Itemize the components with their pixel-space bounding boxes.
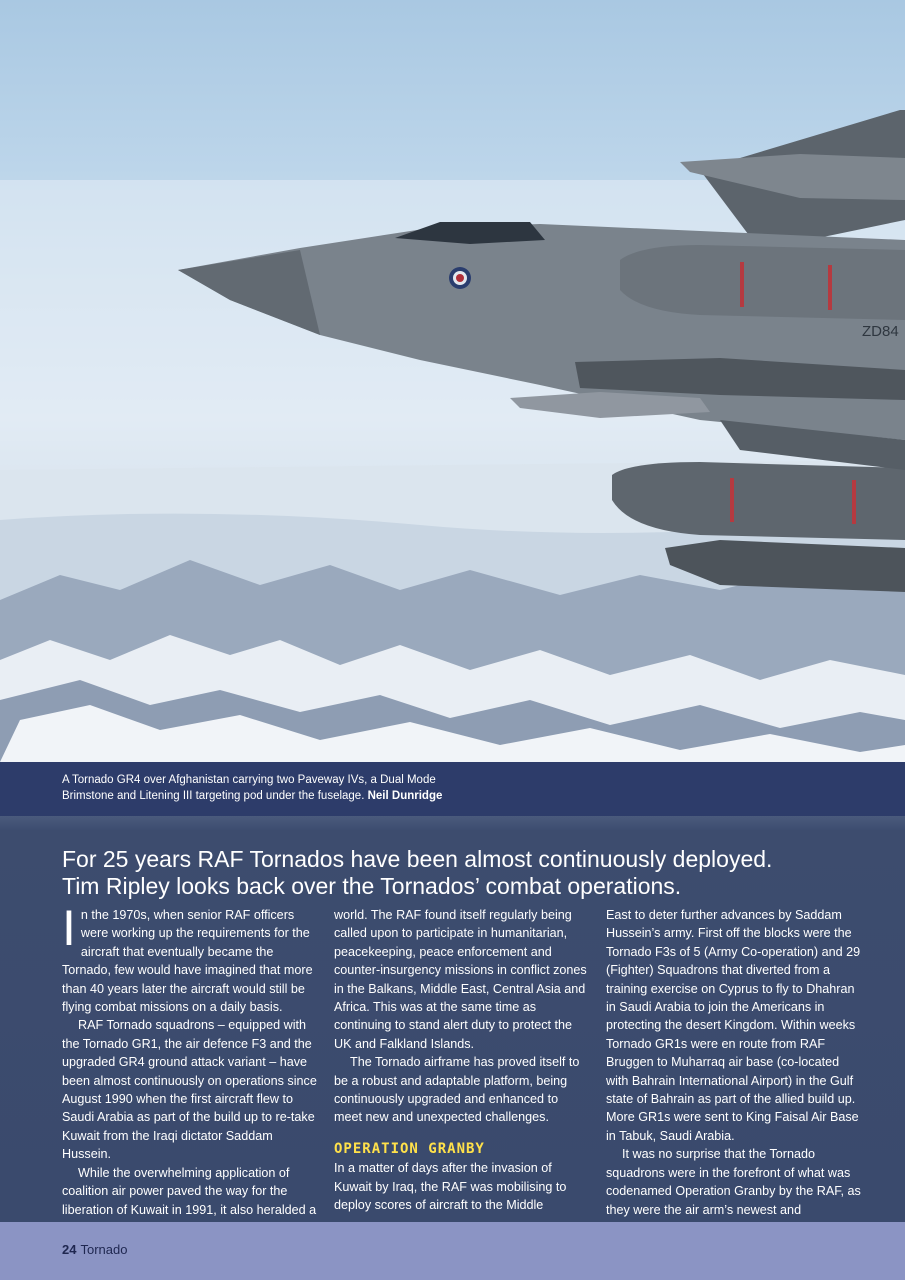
section-name: Tornado (80, 1242, 128, 1257)
paragraph-1-text: n the 1970s, when senior RAF officers were working up the requirements for the aircraft that eventually became the Tornado, few would have imagined that more than 40 years later the aircraft would still be flying combat missions on a daily basis. (62, 908, 313, 1015)
paragraph-7: East to deter further advances by Saddam Hussein’s army. First off the blocks were the Tornado F3s of 5 (Army Co-operation) and 29 (Fighter) Squadrons that diverted from a training exercise on Cyprus to fly to Dhahran in Saudi Arabia to join the Americans in protecting the desert Kingdom. Within weeks Tornado GR1s were en route from RAF Bruggen to Muharraq air base (co-located with Bahrain International Airport) in the Gulf state of Bahrain as part of the allied build up. More GR1s were sent to King Faisal Air Base in Tabuk, Saudi Arabia. (606, 908, 861, 1143)
page-number: 24 (62, 1242, 77, 1257)
paragraph-5: The Tornado airframe has proved itself to be a robust and adaptable platform, being continuously upgraded and enhanced to meet new and unexpected challenges. (334, 1055, 580, 1125)
folio (62, 1242, 127, 1257)
paragraph-8: It was no surprise that the Tornado squadrons were in the forefront of what was codenamed Operation Granby by the RAF, as they were the air arm’s newest and (606, 1147, 861, 1217)
standfirst-line-2: Tim Ripley looks back over the Tornados’ combat operations. (62, 873, 682, 899)
paragraph-1 (62, 900, 317, 1016)
article (0, 830, 905, 1222)
divider-band (0, 816, 905, 830)
photo-credit: Neil Dunridge (367, 790, 443, 802)
paragraph-4: world. The RAF found itself regularly being called upon to participate in humanitarian, peacekeeping, peace enforcement and counter-insurgency missions in conflict zones in the Balkans, Middle East, Central Asia and Africa. This was at the same time as continuing to stand alert duty to protect the UK and Falkland Islands. (334, 908, 587, 1051)
paragraph-6: In a matter of days after the invasion of Kuwait by Iraq, the RAF was mobilising to deploy scores of aircraft to the Middle (334, 1161, 567, 1213)
column-2 (334, 906, 589, 1215)
column-3 (606, 906, 861, 1219)
section-heading: OPERATION GRANBY (334, 1140, 485, 1157)
paragraph-3: While the overwhelming application of coalition air power paved the way for the liberation of Kuwait in 1991, it also heralded a (62, 1165, 317, 1217)
caption-bar (0, 762, 905, 816)
tail-code: ZD84 (862, 323, 899, 340)
caption-text: A Tornado GR4 over Afghanistan carrying two Paveway IVs, a Dual Mode Brimstone and Litening III targeting pod under the fuselage. (62, 774, 436, 802)
paragraph-2: RAF Tornado squadrons – equipped with the Tornado GR1, the air defence F3 and the upgraded GR4 ground attack variant – have been almost continuously on operations since August 1990 when the first aircraft flew to Saudi Arabia as part of the build up to re-take Kuwait from the Iraqi dictator Saddam Hussein. (62, 1018, 317, 1162)
standfirst-line-1: For 25 years RAF Tornados have been almost continuously deployed. (62, 846, 773, 872)
photo-caption (62, 772, 482, 804)
page-footer (0, 1222, 905, 1280)
drop-cap: I (62, 900, 76, 956)
column-1 (62, 900, 317, 1237)
standfirst (62, 846, 862, 900)
